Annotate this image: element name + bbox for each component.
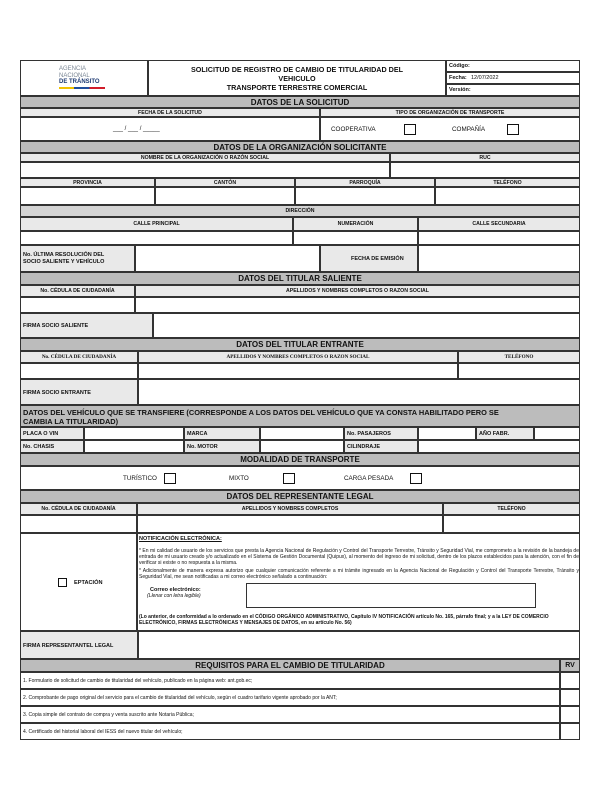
telefono-rep-field[interactable]	[443, 515, 580, 533]
placa-label-cell	[20, 427, 84, 440]
cedula-entrante-header: No. CÉDULA DE CIUDADANÍA	[20, 351, 138, 363]
section-requisitos: REQUISITOS PARA EL CAMBIO DE TITULARIDAD	[20, 659, 560, 672]
version-row	[446, 84, 580, 96]
requisito-item	[20, 672, 560, 689]
tipo-organizacion-field	[320, 117, 580, 141]
telefono-entrante-header: TELÉFONO	[458, 351, 580, 363]
notificacion-p2: * Adicionalmente de manera expresa autorizo que cualquier comunicación referente a mi trámite ingresado en la Agencia Nacional de Regulación y Control del Transporte Terrestre, Tránsito y Seguridad Vial, me sean notificadas a mi correo electrónico señalado a continuación:	[139, 568, 579, 581]
ultima-resolucion-label	[20, 245, 135, 272]
telefono-org-field[interactable]	[435, 187, 580, 205]
codigo-label: Código:	[449, 63, 470, 69]
title-line-2: VEHICULO	[278, 74, 316, 83]
placa-field[interactable]	[84, 427, 184, 440]
calle-principal-header: CALLE PRINCIPAL	[20, 217, 293, 231]
placa-label: PLACA O VIN	[23, 431, 59, 437]
provincia-header: PROVINCIA	[20, 178, 155, 187]
firma-saliente-label: FIRMA SOCIO SALIENTE	[23, 323, 89, 329]
agency-logo	[59, 66, 105, 89]
aceptacion-checkbox[interactable]	[58, 578, 67, 587]
tipo-organizacion-header: TIPO DE ORGANIZACIÓN DE TRANSPORTE	[320, 108, 580, 117]
correo-field[interactable]	[246, 583, 536, 608]
vehiculo-title-line-1: DATOS DEL VEHÍCULO QUE SE TRANSFIERE (CORRESPONDE A LOS DATOS DEL VEHÍCULO QUE YA CONSTA HABILITADO PERO SE	[23, 408, 499, 417]
logo-line-1: AGENCIA	[59, 66, 87, 72]
anio-field[interactable]	[534, 427, 580, 440]
ultima-resolucion-line-1: No. ÚLTIMA RESOLUCIÓN DEL	[23, 252, 105, 258]
correo-hint: (Llenar con letra legible)	[147, 593, 201, 599]
numeracion-field[interactable]	[293, 231, 418, 245]
calle-principal-field[interactable]	[20, 231, 293, 245]
pasajeros-field[interactable]	[418, 427, 476, 440]
firma-rep-field[interactable]	[138, 631, 580, 659]
canton-field[interactable]	[155, 187, 295, 205]
cedula-saliente-field[interactable]	[20, 297, 135, 313]
turistico-label: TURÍSTICO	[123, 475, 157, 482]
section-saliente: DATOS DEL TITULAR SALIENTE	[20, 272, 580, 285]
codigo-row	[446, 60, 580, 72]
apellidos-entrante-field[interactable]	[138, 363, 458, 379]
apellidos-entrante-header: APELLIDOS Y NOMBRES COMPLETOS O RAZON SOCIAL	[138, 351, 458, 363]
aceptacion-label: EPTACIÓN	[74, 580, 103, 586]
fecha-label: Fecha:	[449, 75, 467, 81]
fecha-solicitud-field[interactable]	[20, 117, 320, 141]
requisito-text: 4. Certificado del historial laboral del IESS del nuevo titular del vehículo;	[23, 729, 183, 735]
firma-rep-label-cell	[20, 631, 138, 659]
rv-check-4[interactable]	[560, 723, 580, 740]
rv-check-3[interactable]	[560, 706, 580, 723]
cedula-saliente-header: No. CÉDULA DE CIUDADANÍA	[20, 285, 135, 297]
modalidad-options	[20, 466, 580, 490]
marca-label: MARCA	[187, 431, 208, 437]
motor-label: No. MOTOR	[187, 444, 218, 450]
fecha-row	[446, 72, 580, 84]
requisito-item	[20, 723, 560, 740]
cooperativa-label: COOPERATIVA	[331, 126, 376, 133]
ultima-resolucion-field[interactable]	[135, 245, 320, 272]
apellidos-saliente-field[interactable]	[135, 297, 580, 313]
section-organizacion: DATOS DE LA ORGANIZACIÓN SOLICITANTE	[20, 141, 580, 153]
firma-rep-label: FIRMA REPRESENTANTEL LEGAL	[23, 643, 114, 649]
telefono-org-header: TELÉFONO	[435, 178, 580, 187]
apellidos-saliente-header: APELLIDOS Y NOMBRES COMPLETOS O RAZON SOCIAL	[135, 285, 580, 297]
vehiculo-title-line-2: CAMBIA LA TITULARIDAD)	[23, 417, 119, 426]
firma-entrante-label-cell	[20, 379, 138, 405]
requisito-text: 1. Formulario de solicitud de cambio de titularidad del vehículo, publicado en la página web: ant.gob.ec;	[23, 678, 253, 684]
rv-check-1[interactable]	[560, 672, 580, 689]
fecha-emision-label: FECHA DE EMISIÓN	[351, 256, 404, 262]
motor-label-cell	[184, 440, 260, 453]
pasajeros-label-cell	[344, 427, 418, 440]
section-representante: DATOS DEL REPRESENTANTE LEGAL	[20, 490, 580, 503]
notificacion-title: NOTIFICACIÓN ELECTRÓNICA:	[139, 536, 222, 542]
mixto-checkbox[interactable]	[283, 473, 295, 484]
cilindraje-label: CILINDRAJE	[347, 444, 381, 450]
carga-pesada-label: CARGA PESADA	[344, 475, 394, 482]
aceptacion-cell	[20, 533, 137, 631]
ruc-field[interactable]	[390, 162, 580, 178]
requisito-item	[20, 689, 560, 706]
telefono-entrante-field[interactable]	[458, 363, 580, 379]
logo-line-2: NACIONAL	[59, 72, 90, 79]
telefono-rep-header: TELÉFONO	[443, 503, 580, 515]
numeracion-header: NUMERACIÓN	[293, 217, 418, 231]
firma-saliente-field[interactable]	[153, 313, 580, 338]
marca-field[interactable]	[260, 427, 344, 440]
correo-label: Correo electrónico:	[150, 587, 201, 593]
ultima-resolucion-line-2: SOCIO SALIENTE Y VEHÍCULO	[23, 259, 105, 265]
logo-box	[20, 60, 148, 96]
chasis-label-cell	[20, 440, 84, 453]
requisito-item	[20, 706, 560, 723]
rv-header: RV	[560, 659, 580, 672]
apellidos-rep-header: APELLIDOS Y NOMBRES COMPLETOS	[137, 503, 443, 515]
canton-header: CANTÓN	[155, 178, 295, 187]
compania-checkbox[interactable]	[507, 124, 519, 135]
fecha-solicitud-header: FECHA DE LA SOLICITUD	[20, 108, 320, 117]
fecha-placeholder: ___ / ___ / _____	[113, 126, 160, 132]
fecha-emision-field[interactable]	[418, 245, 580, 272]
form-page	[20, 60, 580, 740]
firma-entrante-label: FIRMA SOCIO ENTRANTE	[23, 390, 91, 396]
provincia-field[interactable]	[20, 187, 155, 205]
notificacion-cell	[137, 533, 580, 631]
nombre-org-field[interactable]	[20, 162, 390, 178]
fecha-emision-label-cell	[320, 245, 418, 272]
mixto-label: MIXTO	[229, 475, 249, 482]
rv-check-2[interactable]	[560, 689, 580, 706]
section-entrante: DATOS DEL TITULAR ENTRANTE	[20, 338, 580, 351]
parroquia-header: PARROQUÍA	[295, 178, 435, 187]
chasis-label: No. CHASIS	[23, 444, 55, 450]
direccion-header: DIRECCIÓN	[20, 205, 580, 217]
firma-entrante-field[interactable]	[138, 379, 580, 405]
cilindraje-label-cell	[344, 440, 418, 453]
section-modalidad: MODALIDAD DE TRANSPORTE	[20, 453, 580, 466]
carga-pesada-checkbox[interactable]	[410, 473, 422, 484]
motor-field[interactable]	[260, 440, 344, 453]
calle-secundaria-field[interactable]	[418, 231, 580, 245]
form-title	[148, 60, 446, 96]
cedula-rep-header: No. CÉDULA DE CIUDADANÍA	[20, 503, 137, 515]
turistico-checkbox[interactable]	[164, 473, 176, 484]
fecha-value: 12/07/2022	[471, 75, 499, 81]
section-solicitud: DATOS DE LA SOLICITUD	[20, 96, 580, 108]
requisito-text: 3. Copia simple del contrato de compra y venta suscrito ante Notaria Pública;	[23, 712, 194, 718]
legal-text: (Lo anterior, de conformidad a lo ordenado en el CÓDIGO ORGÁNICO ADMINISTRATIVO, Capítulo IV NOTIFICACIÓN artículo No. 165, párrafo final; y a la LEY DE COMERCIO ELECTRÓNICO, FIRMAS ELECTRÓNICAS Y MENSAJES DE DATOS, en su artículo No. 56)	[139, 614, 549, 627]
cooperativa-checkbox[interactable]	[404, 124, 416, 135]
title-line-1: SOLICITUD DE REGISTRO DE CAMBIO DE TITULARIDAD DEL	[190, 65, 404, 74]
requisito-text: 2. Comprobante de pago original del servicio para el cambio de titularidad del vehículo, según el cuadro tarifario vigente aprobado por la ANT;	[23, 695, 337, 701]
logo-line-3: DE TRÁNSITO	[59, 79, 100, 85]
notificacion-p1: * En mi calidad de usuario de los servicios que presta la Agencia Nacional de Regulación y Control del Transporte Terrestre, Tránsito y Seguridad Vial, me comprometo a la revisión de la bandeja de entrada de mi usuario creado y/o actualizado en el Sistema de Gestión Documental (Quipux), al momento del ingreso de mi solicitud, dentro de los plazos establecidos para la atención, con el fin de verificar si existe o no respuesta a la misma.	[139, 548, 579, 567]
flag-stripe	[59, 87, 105, 89]
pasajeros-label: No. PASAJEROS	[347, 431, 391, 437]
anio-label: AÑO FABR.	[479, 431, 510, 437]
nombre-org-header: NOMBRE DE LA ORGANIZACIÓN O RAZÓN SOCIAL	[20, 153, 390, 162]
calle-secundaria-header: CALLE SECUNDARIA	[418, 217, 580, 231]
title-line-3: TRANSPORTE TERRESTRE COMERCIAL	[226, 83, 368, 92]
apellidos-rep-field[interactable]	[137, 515, 443, 533]
firma-saliente-label-cell	[20, 313, 153, 338]
cedula-entrante-field[interactable]	[20, 363, 138, 379]
ruc-header: RUC	[390, 153, 580, 162]
cilindraje-field[interactable]	[418, 440, 580, 453]
version-label: Versión:	[449, 87, 471, 93]
marca-label-cell	[184, 427, 260, 440]
parroquia-field[interactable]	[295, 187, 435, 205]
cedula-rep-field[interactable]	[20, 515, 137, 533]
anio-label-cell	[476, 427, 534, 440]
section-vehiculo	[20, 405, 580, 427]
compania-label: COMPAÑÍA	[452, 126, 486, 133]
chasis-field[interactable]	[84, 440, 184, 453]
